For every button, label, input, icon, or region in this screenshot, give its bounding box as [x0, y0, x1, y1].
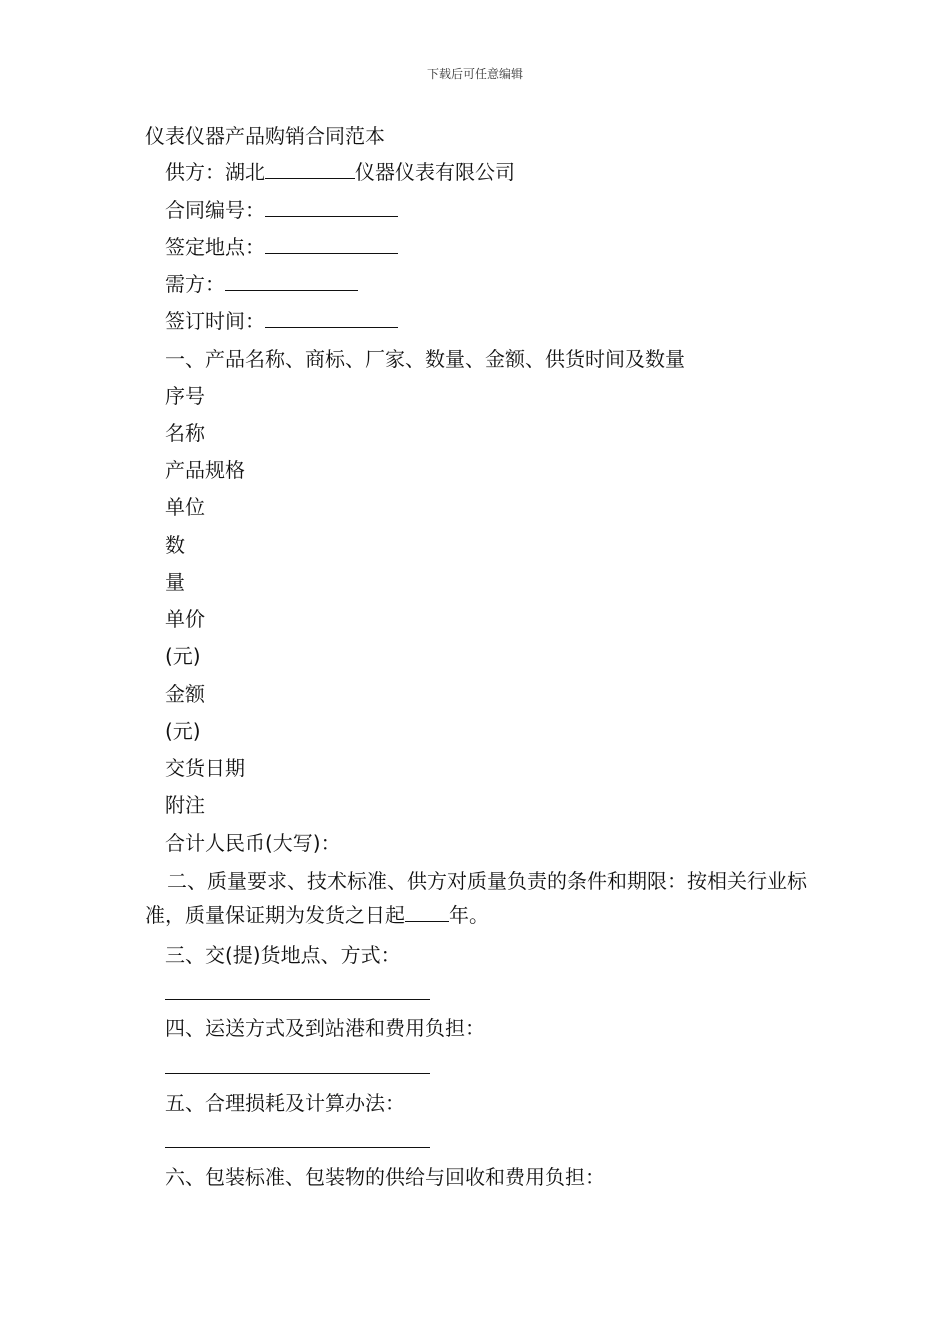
section-4-blank-line — [165, 1073, 430, 1074]
table-header-cell: 量 — [165, 570, 185, 594]
table-header-cell: (元) — [165, 644, 201, 668]
section-3-blank-line — [165, 999, 430, 1000]
warranty-years-blank — [405, 901, 449, 922]
sign-place-label: 签定地点： — [165, 235, 265, 259]
sign-time-blank — [265, 307, 398, 328]
table-header-cell: 单位 — [165, 495, 205, 519]
supplier-label: 供方：湖北 — [165, 160, 265, 184]
section-1-heading: 一、产品名称、商标、厂家、数量、金额、供货时间及数量 — [165, 347, 685, 371]
section-4-heading: 四、运送方式及到站港和费用负担： — [165, 1016, 485, 1040]
contract-no-blank — [265, 196, 398, 217]
table-header-cell: 单价 — [165, 607, 205, 631]
table-header-cell: 附注 — [165, 793, 205, 817]
buyer-line — [165, 270, 358, 298]
buyer-label: 需方： — [165, 272, 225, 296]
table-header-cell: 序号 — [165, 384, 205, 408]
table-header-cell: 金额 — [165, 682, 205, 706]
sign-time-line — [165, 307, 398, 335]
section-3-heading: 三、交(提)货地点、方式： — [165, 943, 401, 967]
page-header: 下载后可任意编辑 — [426, 67, 523, 81]
supplier-blank — [265, 158, 355, 179]
section-5-heading: 五、合理损耗及计算办法： — [165, 1091, 405, 1115]
table-header-cell: 名称 — [165, 421, 205, 445]
buyer-blank — [225, 270, 358, 291]
table-header-cell: (元) — [165, 719, 201, 743]
section-2-text: 二、质量要求、技术标准、供方对质量负责的条件和期限：按相关行业标准，质量保证期为发货之日起 — [145, 869, 807, 927]
section-5-blank-line — [165, 1147, 430, 1148]
total-rmb-line: 合计人民币(大写)： — [165, 831, 341, 855]
section-2-paragraph — [145, 864, 810, 932]
contract-no-label: 合同编号： — [165, 198, 265, 222]
sign-place-line — [165, 233, 398, 261]
supplier-suffix: 仪器仪表有限公司 — [355, 160, 515, 184]
table-header-cell: 产品规格 — [165, 458, 245, 482]
section-6-heading: 六、包装标准、包装物的供给与回收和费用负担： — [165, 1165, 605, 1189]
sign-place-blank — [265, 233, 398, 254]
section-2-suffix: 年。 — [449, 903, 489, 927]
sign-time-label: 签订时间： — [165, 309, 265, 333]
table-header-cell: 数 — [165, 533, 185, 557]
supplier-line — [165, 158, 515, 186]
table-header-cell: 交货日期 — [165, 756, 245, 780]
contract-no-line — [165, 196, 398, 224]
document-title: 仪表仪器产品购销合同范本 — [145, 124, 385, 148]
